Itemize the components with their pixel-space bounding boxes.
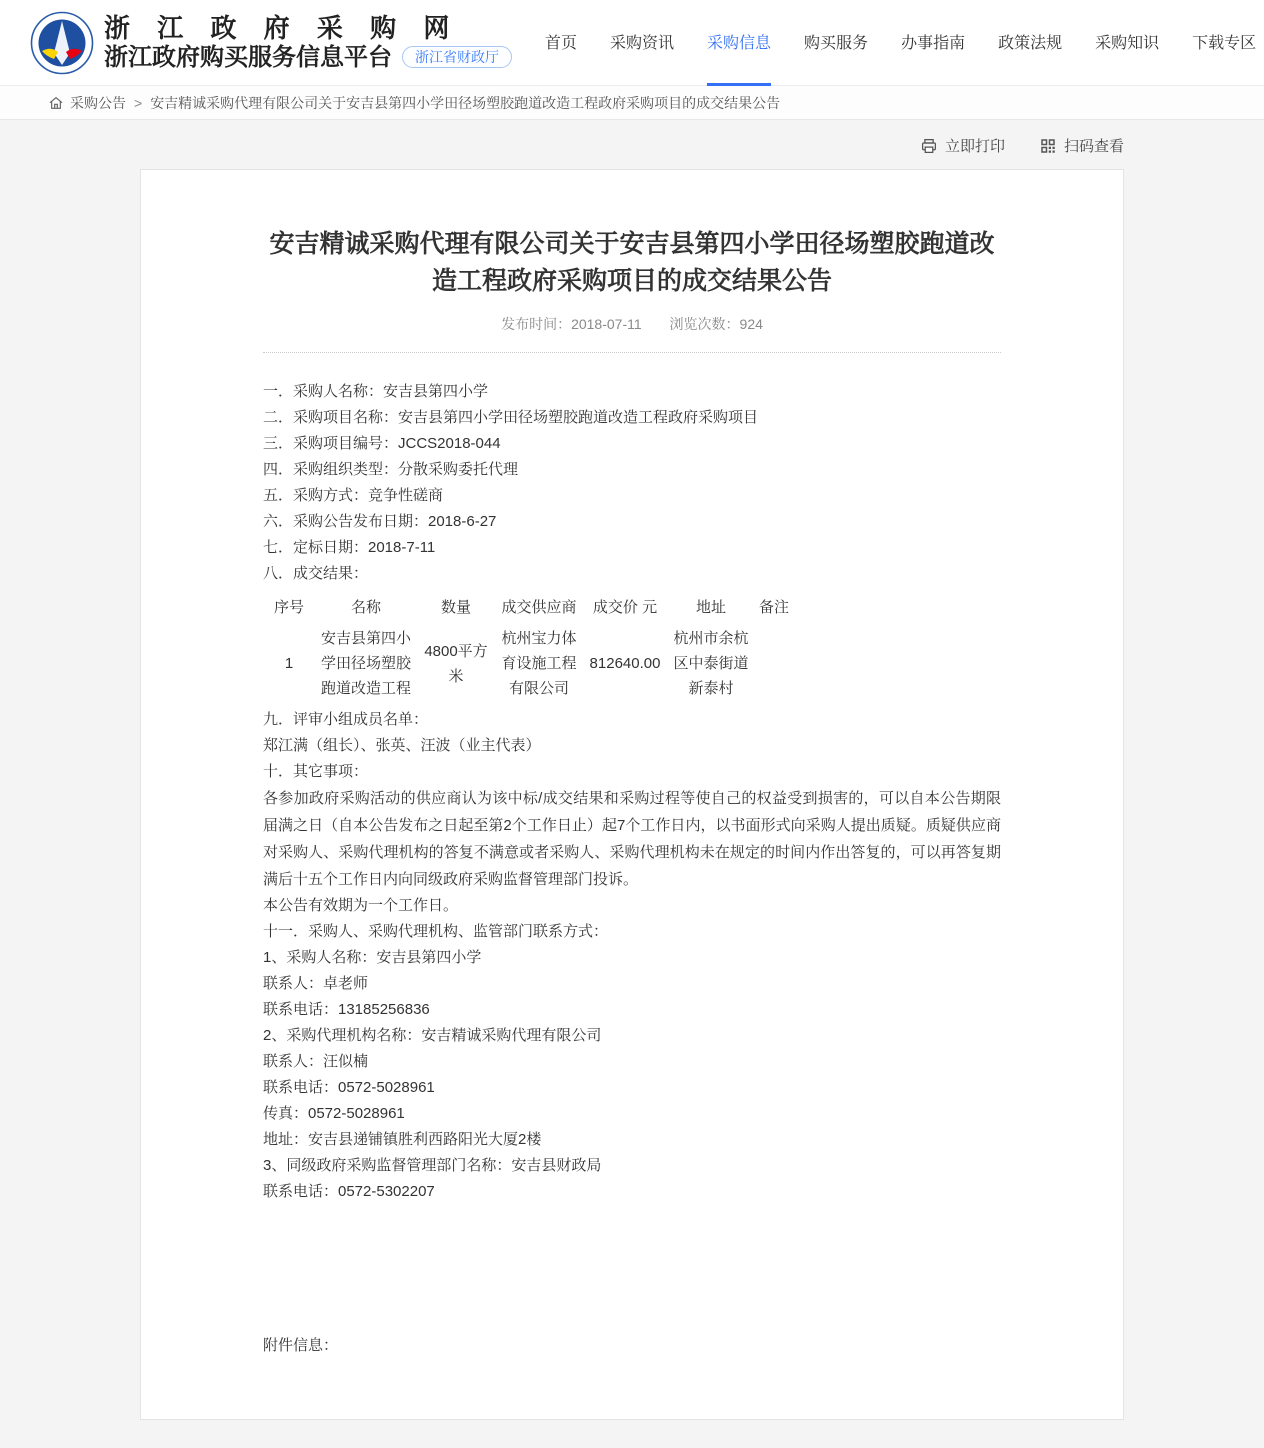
nav-item-policies[interactable]: 政策法规 [998,34,1063,52]
nav-item-service-guide[interactable]: 办事指南 [901,34,966,52]
brand-text [104,14,512,71]
agency-phone-line: 联系电话：0572-5028961 [263,1079,435,1096]
agency-name-line: 2、采购代理机构名称：安吉精诚采购代理有限公司 [263,1027,602,1044]
article-meta [263,314,1001,334]
procurement-method-line: 五．采购方式：竞争性磋商 [263,487,444,504]
award-date-line: 七．定标日期：2018-7-11 [263,539,436,556]
project-number-line: 三．采购项目编号：JCCS2018-044 [263,435,501,452]
result-table [263,592,793,704]
col-header-price: 成交价 元 [592,599,658,616]
agency-address-line: 地址：安吉县递铺镇胜利西路阳光大厦2楼 [263,1131,542,1148]
article-actions [140,120,1124,169]
agency-contact-person-line: 联系人：汪似楠 [263,1053,369,1070]
buyer-contact-name-line: 1、采购人名称：安吉县第四小学 [263,949,482,966]
project-name-line: 二．采购项目名称：安吉县第四小学田径场塑胶跑道改造工程政府采购项目 [263,409,759,426]
organization-type-line: 四．采购组织类型：分散采购委托代理 [263,461,519,478]
page-title: 安吉精诚采购代理有限公司关于安吉县第四小学田径场塑胶跑道改造工程政府采购项目的成交结果公告 [269,230,995,295]
cell-index: 1 [284,655,294,672]
site-subtitle: 浙江政府购买服务信息平台 [104,43,392,71]
col-header-name: 名称 [350,599,381,616]
review-panel-heading: 九．评审小组成员名单： [263,711,429,728]
nav-item-procurement-info[interactable]: 采购信息 [707,0,771,86]
breadcrumb-section-link[interactable]: 采购公告 [70,94,126,111]
publish-date-label: 发布时间： [501,316,572,332]
attachment-section-label: 附件信息： [263,1337,339,1354]
cell-price: 812640.00 [589,655,661,672]
col-header-index: 序号 [273,599,304,616]
print-button[interactable] [920,135,1005,156]
cell-supplier: 杭州宝力体育设施工程有限公司 [501,630,577,697]
table-row [263,623,793,704]
col-header-remark: 备注 [758,599,789,616]
site-header [0,0,1264,86]
announcement-card [140,169,1124,1420]
site-logo-icon [30,11,94,75]
nav-item-home[interactable]: 首页 [545,34,578,52]
scan-qr-button-label: 扫码查看 [1063,138,1124,155]
article-body [263,379,1001,1359]
home-icon [48,95,64,111]
announcement-date-line: 六．采购公告发布日期：2018-6-27 [263,513,497,530]
nav-item-procurement-knowledge[interactable]: 采购知识 [1095,34,1160,52]
supervisor-name-line: 3、同级政府采购监督管理部门名称：安吉县财政局 [263,1157,602,1174]
views-label: 浏览次数： [669,316,740,332]
buyer-name-line: 一．采购人名称：安吉县第四小学 [263,383,489,400]
qr-code-icon [1039,137,1057,155]
other-matters-heading: 十．其它事项： [263,763,369,780]
col-header-supplier: 成交供应商 [501,599,577,616]
contact-section-heading: 十一．采购人、采购代理机构、监管部门联系方式： [263,923,609,940]
publish-date-value: 2018-07-11 [571,316,642,332]
cell-name: 安吉县第四小学田径场塑胶跑道改造工程 [320,630,411,697]
col-header-address: 地址 [695,599,726,616]
breadcrumb [0,86,1264,120]
result-section-heading: 八．成交结果： [263,565,369,582]
cell-remark [755,623,793,704]
site-title: 浙 江 政 府 采 购 网 [104,12,460,43]
main-nav [512,0,1256,86]
breadcrumb-separator: > [134,94,143,111]
cell-quantity: 4800平方米 [424,642,488,685]
review-panel-members: 郑江满（组长）、张英、汪波（业主代表） [263,737,541,754]
views-value: 924 [739,316,763,332]
printer-icon [920,137,938,155]
supervisor-phone-line: 联系电话：0572-5302207 [263,1183,435,1200]
result-table-header-row [263,592,793,623]
validity-line: 本公告有效期为一个工作日。 [263,897,459,914]
title-divider [263,352,1001,353]
nav-item-download-zone[interactable]: 下载专区 [1192,34,1257,52]
buyer-contact-person-line: 联系人：卓老师 [263,975,369,992]
dispute-paragraph: 各参加政府采购活动的供应商认为该中标/成交结果和采购过程等使自己的权益受到损害的，可以自本公告期限届满之日（自本公告发布之日起至第2个工作日止）起7个工作日内，以书面形式向采购人提出质疑。质疑供应商对采购人、采购代理机构的答复不满意或者采购人、采购代理机构未在规定的时间内作出答复的，可以再答复期满后十五个工作日内向同级政府采购监督管理部门投诉。 [263,790,1001,888]
print-button-label: 立即打印 [944,138,1005,155]
col-header-quantity: 数量 [440,599,471,616]
department-badge: 浙江省财政厅 [402,46,512,68]
brand [30,11,512,75]
scan-qr-button[interactable] [1039,135,1124,156]
buyer-contact-phone-line: 联系电话：13185256836 [263,1001,430,1018]
breadcrumb-current: 安吉精诚采购代理有限公司关于安吉县第四小学田径场塑胶跑道改造工程政府采购项目的成交结果公告 [150,94,781,111]
cell-address: 杭州市余杭区中泰街道新泰村 [673,630,749,697]
nav-item-purchase-services[interactable]: 购买服务 [804,34,869,52]
agency-fax-line: 传真：0572-5028961 [263,1105,405,1122]
nav-item-procurement-news[interactable]: 采购资讯 [610,34,675,52]
